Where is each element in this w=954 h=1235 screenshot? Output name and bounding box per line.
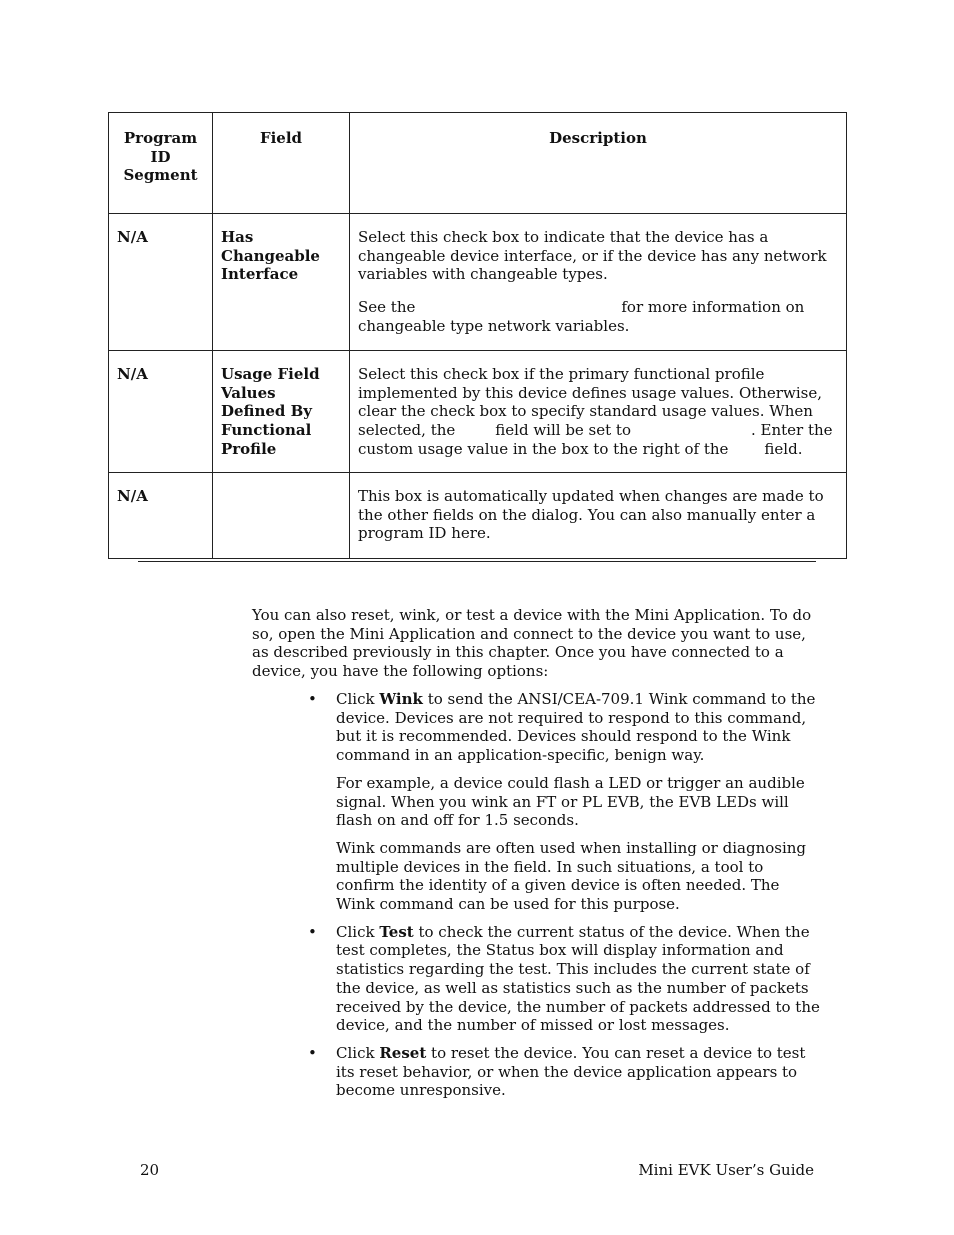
list-item-reset xyxy=(308,1044,820,1100)
reset-label: Reset xyxy=(379,1043,427,1062)
bullet-icon: • xyxy=(308,690,317,708)
desc-part: for more information on changeable type network variables. xyxy=(358,298,805,335)
footer-title: Mini EVK User’s Guide xyxy=(638,1161,814,1179)
text-part: to reset the device. You can reset a device to test its reset behavior, or when the device application appears to become unresponsive. xyxy=(336,1043,806,1100)
desc-part: . Enter the custom usage value in the box to the right of the xyxy=(358,421,833,458)
cell-segment xyxy=(109,473,213,559)
program-id-table xyxy=(108,112,847,559)
cell-description xyxy=(350,351,847,473)
intro-text: You can also reset, wink, or test a device with the Mini Application. To do so, open the Mini Application and connect to the device you want to use, as described previously in this chapter. Once you have connected to a device, you have the following options: xyxy=(252,606,812,681)
bullet-icon: • xyxy=(308,922,317,941)
header-program-id-segment: Program ID Segment xyxy=(109,113,213,214)
desc-part: Select this check box if the primary functional profile implemented by this device defines usage values. Otherwise, clear the check box to specify standard usage values. When selected, the xyxy=(358,365,822,440)
description-text-2 xyxy=(358,298,838,335)
desc-part: field will be set to xyxy=(495,421,631,440)
description-text: Select this check box to indicate that the device has a changeable device interface, or if the device has any network variables with changeable types. xyxy=(358,228,827,284)
field-text xyxy=(213,473,349,499)
text-part: Click xyxy=(336,1043,380,1062)
field-text: Has Changeable Interface xyxy=(221,228,320,284)
desc-part: See the xyxy=(358,298,416,317)
test-text xyxy=(336,923,820,1035)
description-text: This box is automatically updated when changes are made to the other fields on the dialog. You can also manually enter a program ID here. xyxy=(358,487,824,543)
table-row xyxy=(109,214,847,351)
segment-text: N/A xyxy=(117,228,148,246)
cell-segment xyxy=(109,351,213,473)
test-label: Test xyxy=(379,922,414,941)
cell-description xyxy=(350,214,847,351)
table-row xyxy=(109,473,847,559)
header-field: Field xyxy=(213,113,350,214)
cell-field xyxy=(213,473,350,559)
wink-label: Wink xyxy=(379,690,423,708)
header-description: Description xyxy=(350,113,847,214)
wink-example: For example, a device could flash a LED or trigger an audible signal. When you wink an FT or PL EVB, the EVB LEDs will flash on and off for 1.5 seconds. xyxy=(336,773,805,830)
field-text: Usage Field Values Defined By Functional Profile xyxy=(221,365,320,458)
bullet-icon: • xyxy=(308,1043,317,1062)
table-header-row xyxy=(109,113,847,214)
table-row xyxy=(109,351,847,473)
options-list xyxy=(308,690,820,1109)
segment-text: N/A xyxy=(117,487,148,505)
cell-field xyxy=(213,351,350,473)
wink-usage: Wink commands are often used when installing or diagnosing multiple devices in the field. In such situations, a tool to confirm the identity of a given device is often needed. The Wink command can be used for this purpose. xyxy=(336,838,807,914)
cell-field xyxy=(213,214,350,351)
text-part: Click xyxy=(336,922,380,941)
intro-paragraph xyxy=(252,606,822,681)
cell-segment xyxy=(109,214,213,351)
wink-text xyxy=(336,690,820,765)
page-number: 20 xyxy=(140,1161,160,1179)
section-divider xyxy=(138,561,816,562)
text-part: to send the ANSI/CEA-709.1 Wink command to the device. Devices are not required to respond to this command, but it is recommended. Devices should respond to the Wink command in an application-specific, benign way. xyxy=(336,690,816,765)
text-part: Click xyxy=(336,690,380,708)
description-text xyxy=(358,365,838,459)
cell-description xyxy=(350,473,847,559)
list-item-test xyxy=(308,923,820,1035)
segment-text: N/A xyxy=(117,365,148,383)
text-part: to check the current status of the device. When the test completes, the Status box will display information and statistics regarding the test. This includes the current state of the device, as well as statistics such as the number of packets received by the device, the number of packets addressed to the device, and the number of missed or lost messages. xyxy=(336,922,820,1035)
desc-part: field. xyxy=(764,439,803,458)
reset-text xyxy=(336,1044,820,1100)
list-item-wink xyxy=(308,690,820,914)
